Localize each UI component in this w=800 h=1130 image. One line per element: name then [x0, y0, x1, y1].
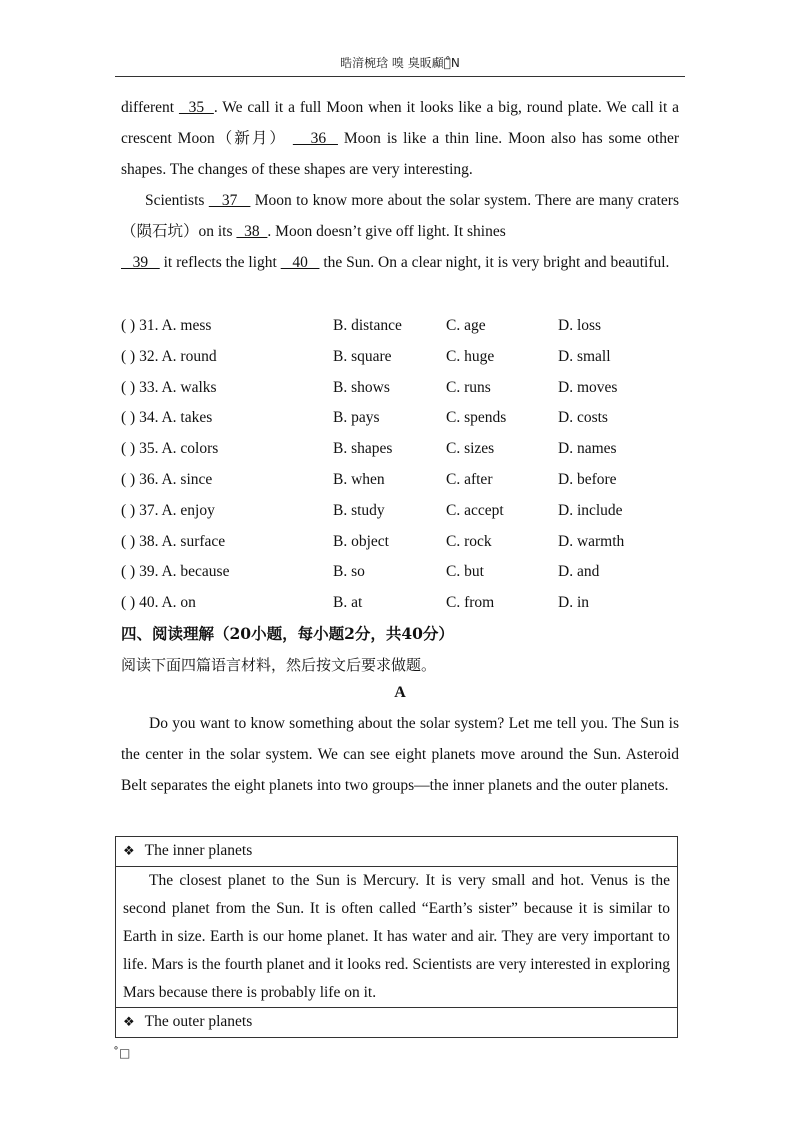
option-d: D. small [558, 347, 611, 365]
option-d: D. in [558, 594, 589, 612]
option-b: B. distance [333, 317, 402, 334]
outer-planets-heading [116, 1008, 677, 1037]
option-b: B. square [333, 347, 392, 365]
option-d: D. loss [558, 317, 602, 334]
option-c: C. rock [446, 532, 492, 550]
passage-intro: Do you want to know something about the solar system? Let me tell you. The Sun is the center in the solar system. We can see eight planets move around the Sun. Asteroid Belt separates the eight planets into two groups—the inner planets and the outer planets. [121, 715, 679, 794]
option-c: C. age [446, 317, 486, 334]
inner-planets-heading [116, 837, 677, 867]
option-b: B. when [333, 471, 385, 488]
option-b: B. pays [333, 409, 380, 427]
question-row [121, 311, 681, 341]
option-d: D. warmth [558, 532, 625, 550]
question-row [121, 496, 681, 526]
option-c: C. but [446, 563, 484, 581]
option-b: B. shows [333, 378, 390, 396]
passage-text: Moon is like a thin line. Moon also has some other shapes. The changes of these shapes are very interesting. [121, 130, 679, 178]
option-d: D. costs [558, 409, 608, 427]
passage-text: different [121, 99, 179, 116]
option-c: C. spends [446, 409, 507, 427]
answer-blank: 37 [208, 192, 251, 209]
option-c: C. runs [446, 378, 491, 396]
option-a: ( ) 33. A. walks [121, 378, 217, 396]
option-a: ( ) 40. A. on [121, 594, 196, 612]
question-row [121, 342, 681, 372]
passage-text: the Sun. On a clear night, it is very bright and beautiful. [319, 254, 670, 271]
option-a: ( ) 36. A. since [121, 471, 213, 488]
cloze-paragraph-2 [121, 185, 679, 247]
inner-planets-title: The inner planets [144, 842, 253, 859]
question-row [121, 588, 681, 618]
cloze-paragraph-3 [121, 247, 679, 278]
answer-blank: 40 [280, 254, 320, 271]
option-b: B. so [333, 563, 365, 581]
option-d: D. and [558, 563, 600, 581]
option-b: B. shapes [333, 440, 393, 458]
option-c: C. from [446, 594, 495, 612]
option-a: ( ) 34. A. takes [121, 409, 213, 427]
question-row [121, 465, 681, 495]
cloze-paragraph-1 [121, 92, 679, 185]
answer-blank: 39 [121, 254, 160, 271]
question-row [121, 557, 681, 587]
passage-text: it reflects the light [159, 254, 281, 271]
option-d: D. names [558, 440, 617, 458]
option-a: ( ) 39. A. because [121, 563, 230, 581]
page-header: 晧湇椀琀 嗅 臭昄顣斐̊N [115, 54, 685, 77]
passage-label: A [394, 684, 406, 701]
section-title: 四、阅读理解（20小题，每小题2分，共40分） [121, 624, 454, 643]
question-row [121, 527, 681, 557]
option-d: D. moves [558, 378, 618, 396]
diamond-bullet-icon: ❖ [123, 844, 135, 859]
answer-blank: 36 [292, 130, 338, 147]
option-d: D. before [558, 471, 617, 488]
question-row [121, 434, 681, 464]
answer-blank: 35 [178, 99, 214, 116]
option-c: C. accept [446, 501, 504, 519]
question-row [121, 373, 681, 403]
passage-text: Moon to know more about the solar system. There are many craters（陨石坑）on its [121, 192, 680, 240]
option-c: C. after [446, 471, 493, 488]
option-a: ( ) 31. A. mess [121, 317, 212, 334]
planets-table [115, 836, 678, 1038]
question-row [121, 403, 681, 433]
diamond-bullet-icon: ❖ [123, 1015, 135, 1030]
passage-text: Scientists [145, 192, 209, 209]
inner-planets-text: The closest planet to the Sun is Mercury. It is very small and hot. Venus is the second planet from the Sun. It is often called “Earth’s sister” because it is similar to Earth in size. Earth is our home planet. It has water and air. They are very important to life. Mars is the fourth planet and it looks red. Scientists are very interested in exploring Mars because there is probably life on it. [116, 867, 677, 1008]
section-instruction: 阅读下面四篇语言材料，然后按文后要求做题。 [121, 656, 437, 674]
option-b: B. object [333, 532, 389, 550]
passage-text: . We call it a full Moon when it looks like a big, round plate. We call it a crescent Moon（新月） [121, 99, 680, 147]
option-a: ( ) 35. A. colors [121, 440, 219, 458]
answer-blank: 38 [236, 223, 268, 240]
option-a: ( ) 38. A. surface [121, 532, 226, 550]
outer-planets-title: The outer planets [144, 1013, 253, 1030]
option-a: ( ) 37. A. enjoy [121, 501, 215, 519]
option-b: B. at [333, 594, 363, 612]
passage-text: . Moon doesn’t give off light. It shines [267, 223, 506, 240]
page-footer-mark: ˚□ [113, 1046, 131, 1060]
option-d: D. include [558, 501, 623, 519]
option-c: C. huge [446, 347, 495, 365]
option-b: B. study [333, 501, 385, 519]
option-c: C. sizes [446, 440, 495, 458]
option-a: ( ) 32. A. round [121, 347, 217, 365]
